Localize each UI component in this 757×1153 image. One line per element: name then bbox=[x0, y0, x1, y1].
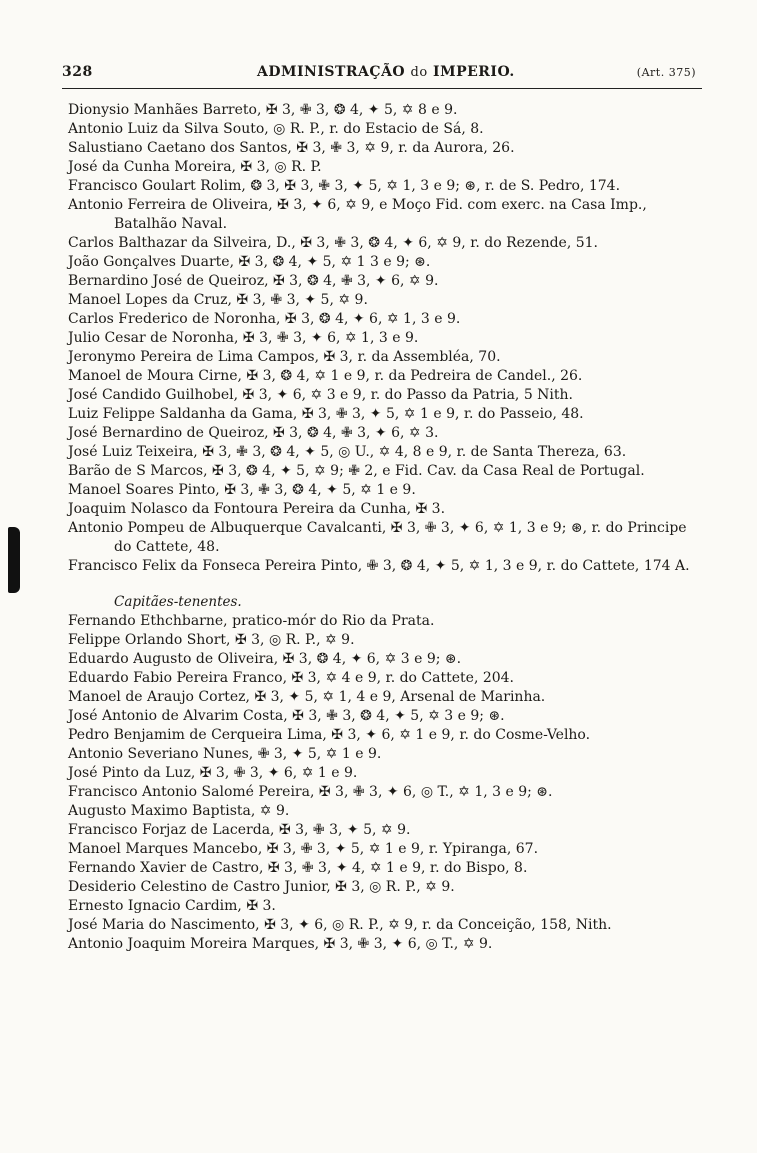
list-item: Antonio Luiz da Silva Souto, ◎ R. P., r. do Estacio de Sá, 8. bbox=[68, 121, 484, 137]
list-item: Antonio Joaquim Moreira Marques, ✠ 3, ✙ 3, ✦ 6, ◎ T., ✡ 9. bbox=[68, 936, 493, 952]
list-item: Manoel Marques Mancebo, ✠ 3, ✙ 3, ✦ 5, ✡ 1 e 9, r. Ypiranga, 67. bbox=[68, 841, 539, 857]
list-item: Carlos Balthazar da Silveira, D., ✠ 3, ✙ 3, ❂ 4, ✦ 6, ✡ 9, r. do Rezende, 51. bbox=[68, 235, 599, 251]
officer-list-part2 bbox=[68, 612, 708, 954]
list-item: Ernesto Ignacio Cardim, ✠ 3. bbox=[68, 898, 276, 914]
list-item: Francisco Goulart Rolim, ❂ 3, ✠ 3, ✙ 3, ✦ 5, ✡ 1, 3 e 9; ⊛, r. de S. Pedro, 174. bbox=[68, 178, 621, 194]
list-item: Eduardo Fabio Pereira Franco, ✠ 3, ✡ 4 e 9, r. do Cattete, 204. bbox=[68, 670, 515, 686]
section-title: Capitães-tenentes. bbox=[114, 594, 242, 610]
list-item: Julio Cesar de Noronha, ✠ 3, ✙ 3, ✦ 6, ✡ 1, 3 e 9. bbox=[68, 330, 419, 346]
list-item: Luiz Felippe Saldanha da Gama, ✠ 3, ✙ 3, ✦ 5, ✡ 1 e 9, r. do Passeio, 48. bbox=[68, 406, 584, 422]
list-item: Barão de S Marcos, ✠ 3, ❂ 4, ✦ 5, ✡ 9; ✙ 2, e Fid. Cav. da Casa Real de Portugal. bbox=[68, 463, 645, 479]
list-item: Antonio Severiano Nunes, ✙ 3, ✦ 5, ✡ 1 e 9. bbox=[68, 746, 382, 762]
page-header bbox=[62, 60, 702, 89]
list-item: Antonio Pompeu de Albuquerque Cavalcanti, ✠ 3, ✙ 3, ✦ 6, ✡ 1, 3 e 9; ⊛, r. do Principe do Cattete, 48. bbox=[68, 520, 687, 555]
list-item: João Gonçalves Duarte, ✠ 3, ❂ 4, ✦ 5, ✡ 1 3 e 9; ⊛. bbox=[68, 254, 431, 270]
title-connector: do bbox=[410, 65, 428, 80]
list-item: Salustiano Caetano dos Santos, ✠ 3, ✙ 3, ✡ 9, r. da Aurora, 26. bbox=[68, 140, 515, 156]
list-item: Desiderio Celestino de Castro Junior, ✠ 3, ◎ R. P., ✡ 9. bbox=[68, 879, 455, 895]
list-item: Eduardo Augusto de Oliveira, ✠ 3, ❂ 4, ✦ 6, ✡ 3 e 9; ⊛. bbox=[68, 651, 462, 667]
list-item: Manoel de Moura Cirne, ✠ 3, ❂ 4, ✡ 1 e 9, r. da Pedreira de Candel., 26. bbox=[68, 368, 583, 384]
list-item: Augusto Maximo Baptista, ✡ 9. bbox=[68, 803, 290, 819]
list-item: José Luiz Teixeira, ✠ 3, ✙ 3, ❂ 4, ✦ 5, ◎ U., ✡ 4, 8 e 9, r. de Santa Thereza, 63. bbox=[68, 444, 627, 460]
list-item: Francisco Felix da Fonseca Pereira Pinto, ✙ 3, ❂ 4, ✦ 5, ✡ 1, 3 e 9, r. do Cattete, 174 A. bbox=[68, 558, 690, 574]
page-number: 328 bbox=[62, 64, 93, 80]
list-item: Manoel de Araujo Cortez, ✠ 3, ✦ 5, ✡ 1, 4 e 9, Arsenal de Marinha. bbox=[68, 689, 546, 705]
list-item: José Antonio de Alvarim Costa, ✠ 3, ✙ 3, ❂ 4, ✦ 5, ✡ 3 e 9; ⊛. bbox=[68, 708, 505, 724]
list-item: Bernardino José de Queiroz, ✠ 3, ❂ 4, ✙ 3, ✦ 6, ✡ 9. bbox=[68, 273, 439, 289]
article-reference: (Art. 375) bbox=[636, 66, 696, 79]
list-item: Dionysio Manhães Barreto, ✠ 3, ✙ 3, ❂ 4, ✦ 5, ✡ 8 e 9. bbox=[68, 102, 458, 118]
list-item: Jeronymo Pereira de Lima Campos, ✠ 3, r. da Assembléa, 70. bbox=[68, 349, 501, 365]
list-item: José Bernardino de Queiroz, ✠ 3, ❂ 4, ✙ 3, ✦ 6, ✡ 3. bbox=[68, 425, 439, 441]
running-title bbox=[257, 64, 515, 80]
list-item: José Maria do Nascimento, ✠ 3, ✦ 6, ◎ R. P., ✡ 9, r. da Conceição, 158, Nith. bbox=[68, 917, 612, 933]
list-item: Manoel Soares Pinto, ✠ 3, ✙ 3, ❂ 4, ✦ 5, ✡ 1 e 9. bbox=[68, 482, 416, 498]
list-item: Fernando Xavier de Castro, ✠ 3, ✙ 3, ✦ 4, ✡ 1 e 9, r. do Bispo, 8. bbox=[68, 860, 528, 876]
list-item: Fernando Ethchbarne, pratico-mór do Rio da Prata. bbox=[68, 613, 435, 629]
list-item: Manoel Lopes da Cruz, ✠ 3, ✙ 3, ✦ 5, ✡ 9. bbox=[68, 292, 368, 308]
list-item: Francisco Antonio Salomé Pereira, ✠ 3, ✙ 3, ✦ 6, ◎ T., ✡ 1, 3 e 9; ⊛. bbox=[68, 784, 553, 800]
officer-list-part1 bbox=[68, 101, 708, 576]
title-main: ADMINISTRAÇÃO bbox=[257, 64, 406, 80]
title-end: IMPERIO. bbox=[433, 64, 515, 80]
list-item: Francisco Forjaz de Lacerda, ✠ 3, ✙ 3, ✦ 5, ✡ 9. bbox=[68, 822, 411, 838]
list-item: Joaquim Nolasco da Fontoura Pereira da Cunha, ✠ 3. bbox=[68, 501, 446, 517]
list-item: José da Cunha Moreira, ✠ 3, ◎ R. P. bbox=[68, 159, 322, 175]
page-edge-mark bbox=[8, 527, 20, 593]
list-item: Pedro Benjamim de Cerqueira Lima, ✠ 3, ✦ 6, ✡ 1 e 9, r. do Cosme-Velho. bbox=[68, 727, 591, 743]
list-item: José Candido Guilhobel, ✠ 3, ✦ 6, ✡ 3 e 9, r. do Passo da Patria, 5 Nith. bbox=[68, 387, 573, 403]
list-item: José Pinto da Luz, ✠ 3, ✙ 3, ✦ 6, ✡ 1 e 9. bbox=[68, 765, 358, 781]
list-item: Carlos Frederico de Noronha, ✠ 3, ❂ 4, ✦ 6, ✡ 1, 3 e 9. bbox=[68, 311, 461, 327]
list-item: Antonio Ferreira de Oliveira, ✠ 3, ✦ 6, ✡ 9, e Moço Fid. com exerc. na Casa Imp., Batalhão Naval. bbox=[68, 197, 647, 232]
officer-list bbox=[68, 101, 708, 954]
list-item: Felippe Orlando Short, ✠ 3, ◎ R. P., ✡ 9. bbox=[68, 632, 355, 648]
